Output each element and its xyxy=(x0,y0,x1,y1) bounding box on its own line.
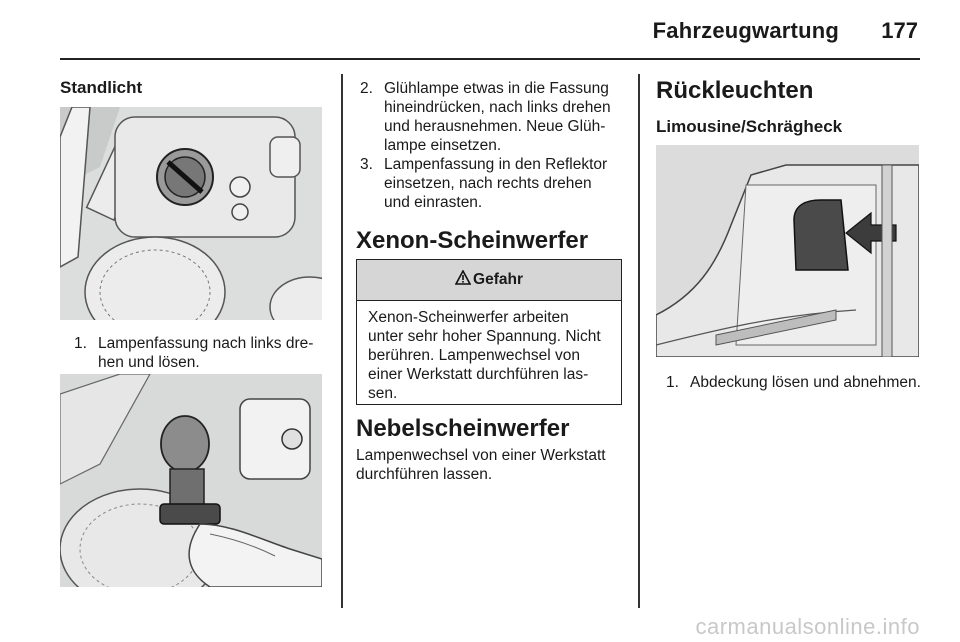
step-number: 1. xyxy=(74,335,87,352)
step-text-line: Lampenfassung in den Reflektor xyxy=(384,156,608,173)
danger-warning-box xyxy=(356,259,622,405)
danger-title: Gefahr xyxy=(473,271,523,288)
step-text-line: lampe einsetzen. xyxy=(384,137,502,154)
step-text-line: Abdeckung lösen und abnehmen. xyxy=(690,374,921,391)
section-heading-xenon: Xenon-Scheinwerfer xyxy=(356,227,589,254)
section-heading-standlicht: Standlicht xyxy=(60,78,143,97)
paragraph-line: Lampenwechsel von einer Werkstatt xyxy=(356,447,606,464)
section-heading-nebelscheinwerfer: Nebelscheinwerfer xyxy=(356,415,570,442)
danger-text-line: unter sehr hoher Spannung. Nicht xyxy=(368,328,601,345)
step-text-line: und einrasten. xyxy=(384,194,483,211)
danger-text-line: sen. xyxy=(368,385,398,402)
subheading-limousine: Limousine/Schrägheck xyxy=(656,117,843,136)
step-number: 3. xyxy=(360,156,373,173)
column-divider-left xyxy=(341,74,343,608)
step-text-line: und herausnehmen. Neue Glüh- xyxy=(384,118,606,135)
step-text-line: Lampenfassung nach links dre- xyxy=(98,335,314,352)
danger-header xyxy=(357,260,621,301)
step-number: 1. xyxy=(666,374,679,391)
danger-text-line: berühren. Lampenwechsel von xyxy=(368,347,580,364)
bulb-removal-illustration xyxy=(60,374,322,587)
step-text-line: hen und lösen. xyxy=(98,354,200,371)
header-divider xyxy=(60,58,920,60)
danger-text-line: Xenon-Scheinwerfer arbeiten xyxy=(368,309,569,326)
paragraph-line: durchführen lassen. xyxy=(356,466,493,483)
watermark-text: carmanualsonline.info xyxy=(695,614,920,639)
page-number: 177 xyxy=(881,18,918,43)
column-divider-right xyxy=(638,74,640,608)
step-text-line: hineindrücken, nach links drehen xyxy=(384,99,611,116)
page-title: Fahrzeugwartung xyxy=(652,18,839,43)
fog-paragraph xyxy=(356,446,631,484)
warning-triangle-icon xyxy=(455,270,471,290)
step-text-line: einsetzen, nach rechts drehen xyxy=(384,175,592,192)
danger-text xyxy=(368,308,618,403)
step-text-line: Glühlampe etwas in die Fassung xyxy=(384,80,609,97)
trunk-cover-illustration xyxy=(656,145,919,357)
headlamp-socket-illustration xyxy=(60,107,322,320)
danger-text-line: einer Werkstatt durchführen las- xyxy=(368,366,589,383)
step-number: 2. xyxy=(360,80,373,97)
section-heading-rueckleuchten: Rückleuchten xyxy=(656,77,814,104)
